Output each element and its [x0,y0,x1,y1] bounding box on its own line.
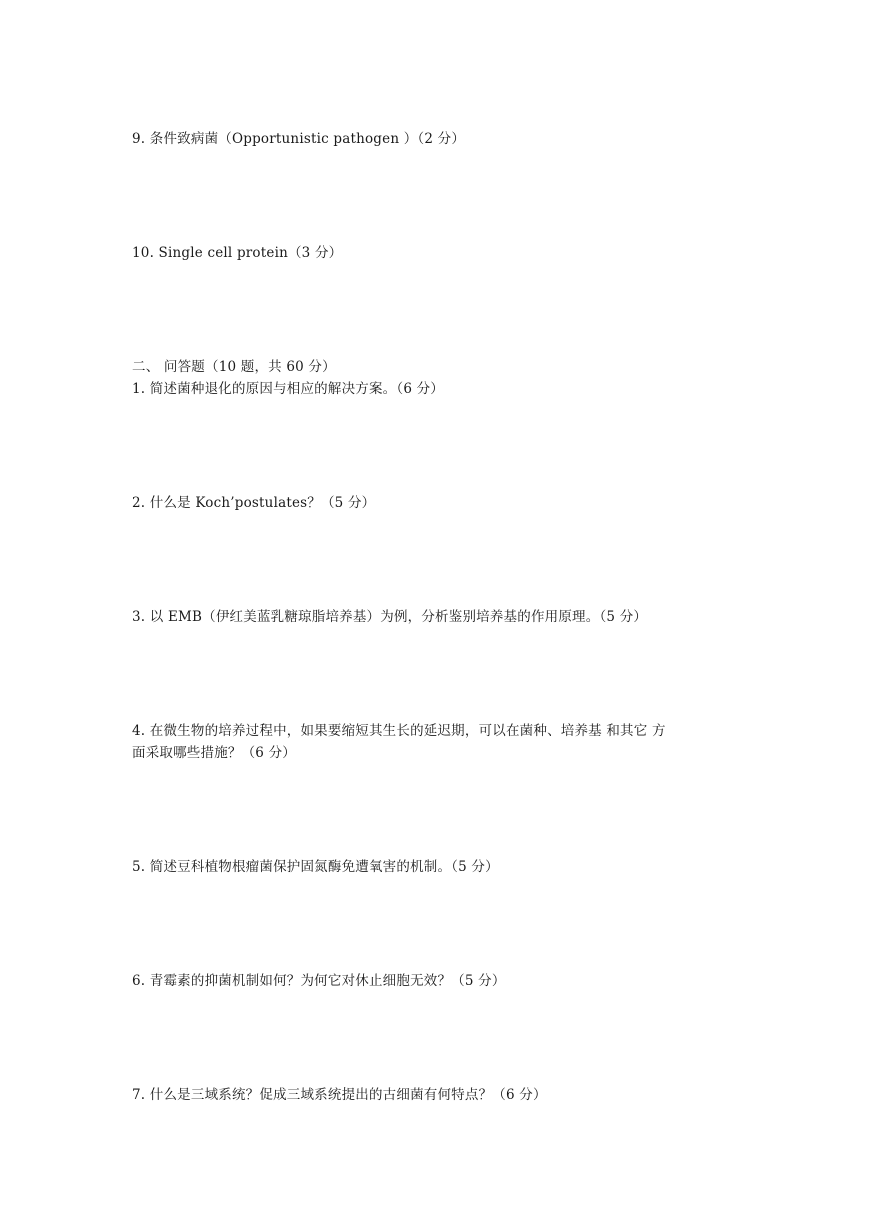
question-1: 1. 简述菌种退化的原因与相应的解决方案。（6 分） [132,381,445,397]
question-2: 2. 什么是 Koch’postulates？（5 分） [132,495,376,511]
question-3: 3. 以 EMB（伊红美蓝乳糖琼脂培养基）为例，分析鉴别培养基的作用原理。（5 分） [132,609,648,625]
question-4-line-2: 面采取哪些措施？（6 分） [132,745,296,761]
question-5: 5. 简述豆科植物根瘤菌保护固氮酶免遭氧害的机制。（5 分） [132,859,499,875]
question-7: 7. 什么是三域系统？促成三域系统提出的古细菌有何特点？（6 分） [132,1087,547,1103]
term-question-9: 9. 条件致病菌（Opportunistic pathogen ）（2 分） [132,131,466,147]
section-heading: 二、 问答题（10 题，共 60 分） [132,359,336,375]
question-6: 6. 青霉素的抑菌机制如何？为何它对休止细胞无效？（5 分） [132,973,506,989]
question-4-line-1: 4. 在微生物的培养过程中，如果要缩短其生长的延迟期，可以在菌种、培养基 和其它 方 [132,723,666,739]
term-question-10: 10. Single cell protein（3 分） [132,245,343,261]
